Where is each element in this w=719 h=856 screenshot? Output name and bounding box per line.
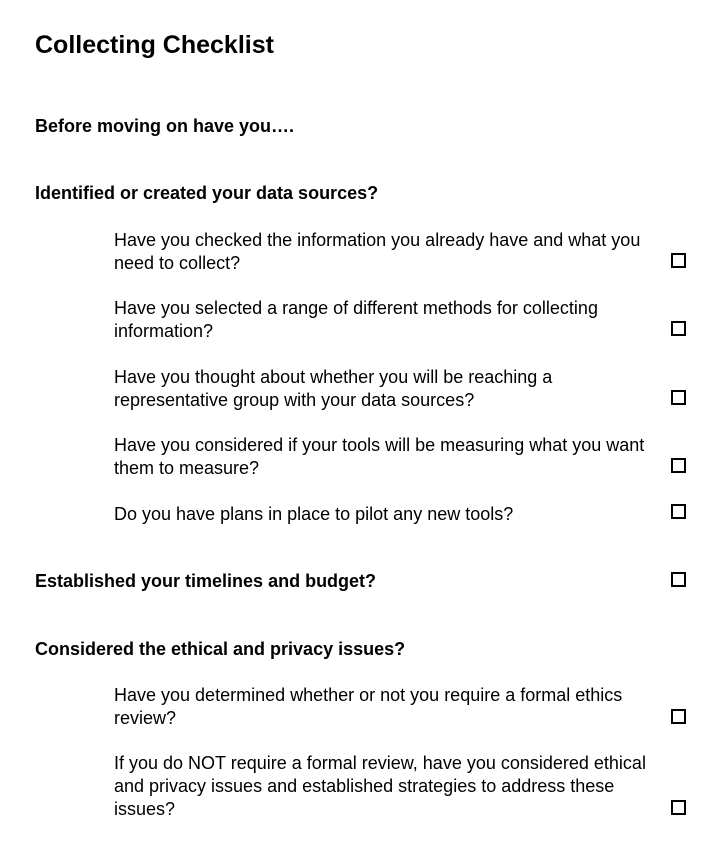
checkbox-timelines-budget[interactable] <box>671 572 686 587</box>
section-heading-ethics-privacy: Considered the ethical and privacy issues? <box>35 639 406 659</box>
section-heading-timelines-budget: Established your timelines and budget? <box>35 571 377 591</box>
checkbox-check-information[interactable] <box>671 253 686 268</box>
question-ethical-strategies: If you do NOT require a formal review, have you considered ethical and privacy issues and established strategies to address these issues? <box>114 753 646 819</box>
question-representative-group: Have you thought about whether you will be reaching a representative group with your data sources? <box>114 367 553 410</box>
section-heading-data-sources: Identified or created your data sources? <box>35 183 379 203</box>
checkbox-ethical-strategies[interactable] <box>671 800 686 815</box>
checkbox-representative-group[interactable] <box>671 390 686 405</box>
question-pilot-tools: Do you have plans in place to pilot any new tools? <box>114 504 514 524</box>
checkbox-tools-measuring[interactable] <box>671 458 686 473</box>
question-tools-measuring: Have you considered if your tools will be measuring what you want them to measure? <box>114 435 645 478</box>
checkbox-range-of-methods[interactable] <box>671 321 686 336</box>
question-check-information: Have you checked the information you already have and what you need to collect? <box>114 230 641 273</box>
intro-text: Before moving on have you…. <box>35 116 295 136</box>
question-ethics-review: Have you determined whether or not you require a formal ethics review? <box>114 685 623 728</box>
page-title: Collecting Checklist <box>35 31 274 59</box>
checkbox-ethics-review[interactable] <box>671 709 686 724</box>
checkbox-pilot-tools[interactable] <box>671 504 686 519</box>
question-range-of-methods: Have you selected a range of different methods for collecting information? <box>114 298 598 341</box>
